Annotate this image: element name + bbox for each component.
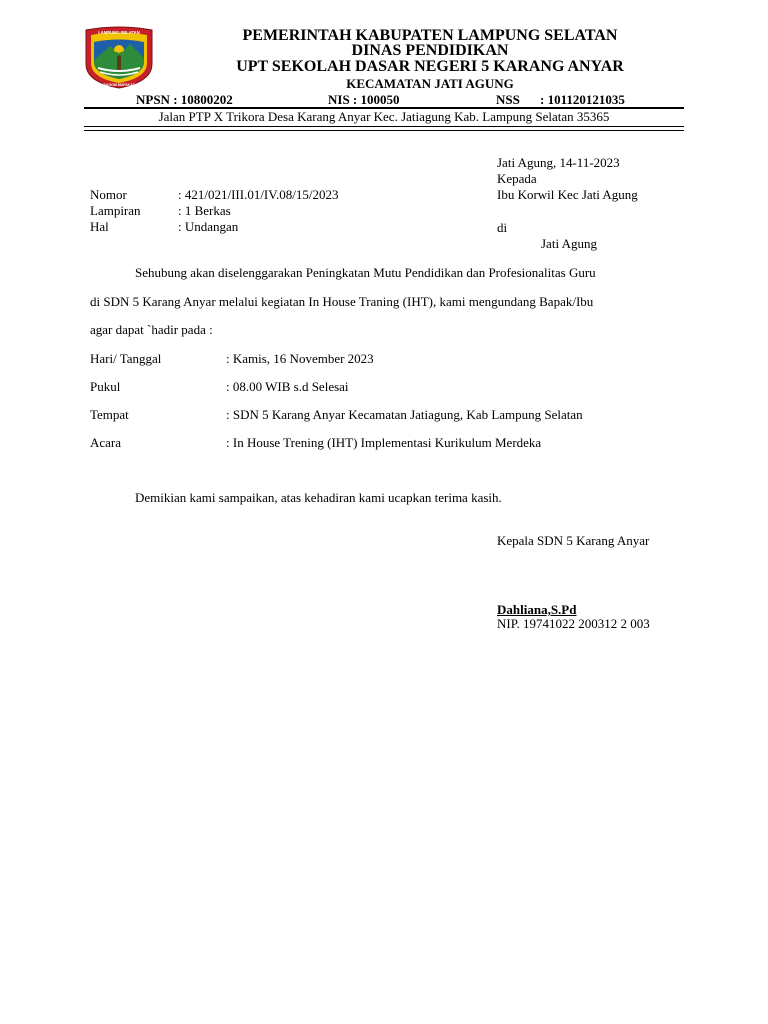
logo-text-bottom: RAGOM MUFAKAT [103, 83, 135, 87]
meta-label-lampiran: Lampiran [90, 203, 141, 218]
meta-value-nomor: : 421/021/III.01/IV.08/15/2023 [178, 187, 339, 202]
meta-value-hal: : Undangan [178, 219, 239, 234]
body-line-1: Sehubung akan diselenggarakan Peningkatan Mutu Pendidikan dan Profesionalitas Guru [135, 265, 596, 280]
recipient-place: Jati Agung [541, 236, 597, 251]
detail-value-date: : Kamis, 16 November 2023 [226, 351, 374, 366]
body-line-2: di SDN 5 Karang Anyar melalui kegiatan In House Traning (IHT), kami mengundang Bapak/Ibu [90, 294, 594, 309]
letter-date: Jati Agung, 14-11-2023 [497, 155, 620, 170]
meta-label-hal: Hal [90, 219, 109, 234]
detail-value-time: : 08.00 WIB s.d Selesai [226, 379, 349, 394]
logo-text-top: LAMPUNG SELATAN [98, 30, 140, 35]
detail-label-place: Tempat [90, 407, 129, 422]
closing-sentence: Demikian kami sampaikan, atas kehadiran kami ucapkan terima kasih. [135, 490, 502, 505]
signatory-name: Dahliana,S.Pd [497, 602, 577, 617]
nis-number: NIS : 100050 [328, 92, 400, 107]
regency-emblem-logo [80, 24, 158, 90]
nss-label: NSS [496, 92, 520, 107]
detail-label-event: Acara [90, 435, 122, 450]
letterhead-divider-bottom [84, 126, 684, 131]
school-address: Jalan PTP X Trikora Desa Karang Anyar Kec. Jatiagung Kab. Lampung Selatan 35365 [158, 109, 610, 124]
detail-value-place: : SDN 5 Karang Anyar Kecamatan Jatiagung, Kab Lampung Selatan [226, 407, 583, 422]
signatory-nip: NIP. 19741022 200312 2 003 [497, 616, 650, 631]
letterhead-school: UPT SEKOLAH DASAR NEGERI 5 KARANG ANYAR [236, 58, 624, 75]
recipient-kepada: Kepada [497, 171, 537, 186]
meta-value-lampiran: : 1 Berkas [178, 203, 231, 218]
nss-number: : 101120121035 [540, 92, 625, 107]
detail-label-date: Hari/ Tanggal [90, 351, 162, 366]
detail-label-time: Pukul [90, 379, 121, 394]
recipient-di: di [497, 220, 508, 235]
letterhead-government: PEMERINTAH KABUPATEN LAMPUNG SELATAN [242, 27, 618, 44]
detail-value-event: : In House Trening (IHT) Implementasi Kurikulum Merdeka [226, 435, 542, 450]
letterhead-agency: DINAS PENDIDIKAN [351, 42, 509, 59]
signatory-title: Kepala SDN 5 Karang Anyar [497, 533, 650, 548]
body-line-3: agar dapat `hadir pada : [90, 322, 213, 337]
letterhead-district: KECAMATAN JATI AGUNG [346, 76, 514, 91]
recipient-name: Ibu Korwil Kec Jati Agung [497, 187, 638, 202]
npsn-number: NPSN : 10800202 [136, 92, 233, 107]
meta-label-nomor: Nomor [90, 187, 127, 202]
